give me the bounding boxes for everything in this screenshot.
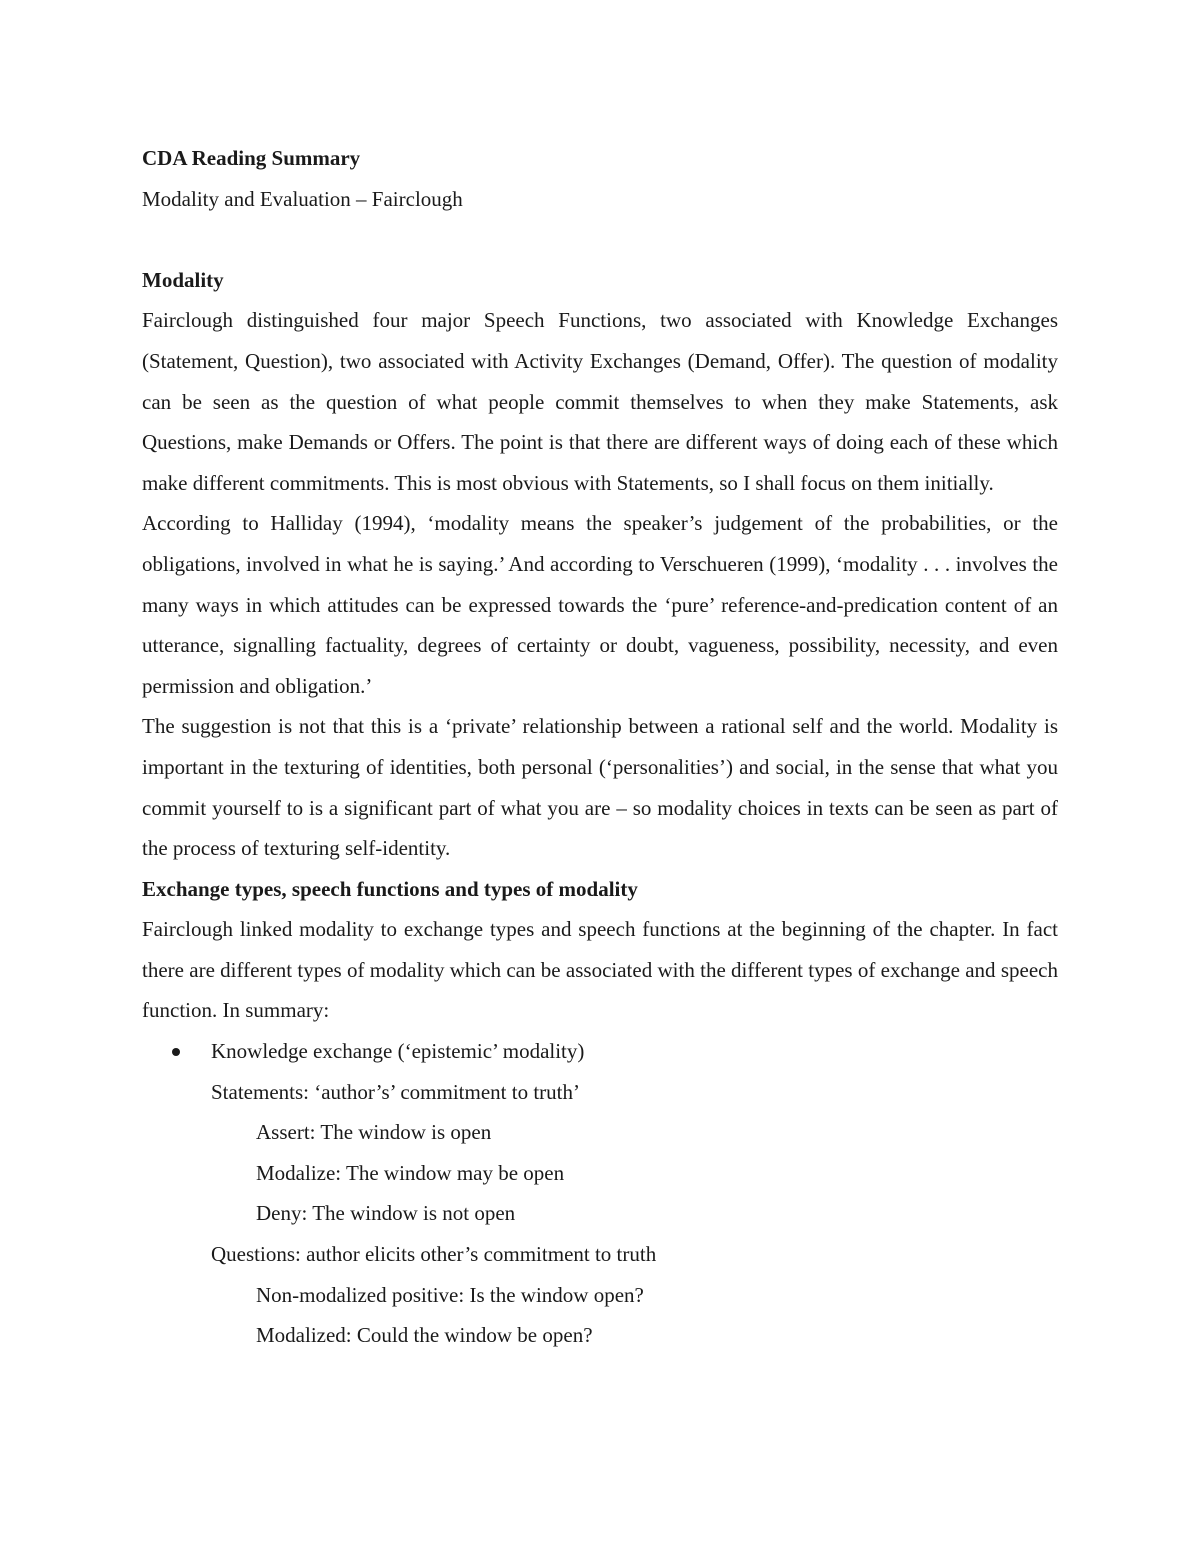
statement-example: Assert: The window is open (256, 1120, 492, 1145)
section-heading-exchange-types: Exchange types, speech functions and types of modality (142, 876, 638, 901)
bullet-list (142, 1031, 1058, 1072)
bullet-icon (172, 1048, 180, 1056)
question-example: Modalized: Could the window be open? (256, 1323, 593, 1348)
list-item (142, 1031, 1058, 1072)
paragraph-halliday-verschueren: According to Halliday (1994), ‘modality means the speaker’s judgement of the probabilities, or the obligations, involved in what he is saying.’ And according to Verschueren (1999), ‘modality . . . involves the many ways in which attitudes can be expressed towards the ‘pure’ reference-and-predication content of an utterance, signalling factuality, degrees of certainty or doubt, vagueness, possibility, necessity, and even permission and obligation.’ (142, 511, 1058, 698)
statement-example: Modalize: The window may be open (256, 1160, 565, 1185)
paragraph-speech-functions: Fairclough distinguished four major Speech Functions, two associated with Knowledge Exchanges (Statement, Question), two associated with Activity Exchanges (Demand, Offer). The question of modality can be seen as the question of what people commit themselves to when they make Statements, ask Questions, make Demands or Offers. The point is that there are different ways of doing each of these which make different commitments. This is most obvious with Statements, so I shall focus on them initially. (142, 308, 1058, 495)
statements-label: Statements: ‘author’s’ commitment to truth’ (211, 1079, 580, 1104)
paragraph-exchange-types: Fairclough linked modality to exchange types and speech functions at the beginning of the chapter. In fact there are different types of modality which can be associated with the different types of exchange and speech function. In summary: (142, 917, 1058, 1023)
paragraph-self-identity: The suggestion is not that this is a ‘private’ relationship between a rational self and the world. Modality is important in the texturing of identities, both personal (‘personalities’) and social, in the sense that what you commit yourself to is a significant part of what you are – so modality choices in texts can be seen as part of the process of texturing self-identity. (142, 714, 1058, 861)
question-example: Non-modalized positive: Is the window open? (256, 1282, 644, 1307)
section-heading-modality: Modality (142, 267, 224, 292)
blank-line (142, 219, 1058, 260)
bullet-label: Knowledge exchange (‘epistemic’ modality) (211, 1039, 585, 1064)
statement-example: Deny: The window is not open (256, 1201, 516, 1226)
questions-label: Questions: author elicits other’s commitment to truth (211, 1242, 657, 1267)
document-title: CDA Reading Summary (142, 146, 361, 170)
document-subtitle: Modality and Evaluation – Fairclough (142, 186, 463, 211)
document-page (142, 138, 1058, 1356)
